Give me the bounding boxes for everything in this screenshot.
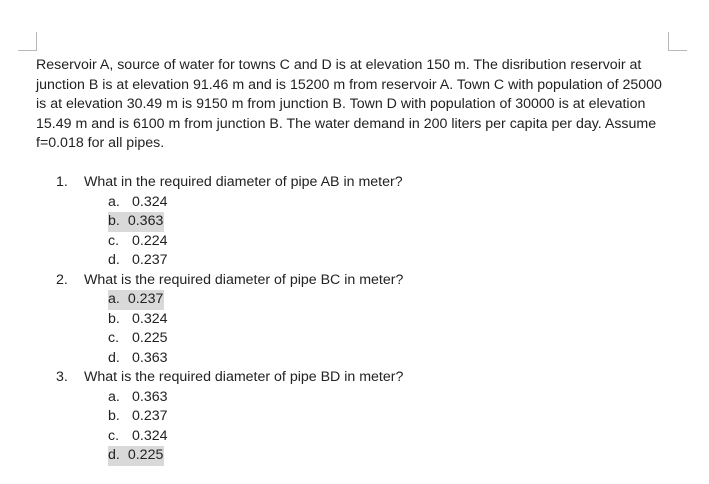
option-value: 0.363 <box>132 388 168 405</box>
option-b-selected[interactable] <box>108 212 403 232</box>
question-line <box>56 271 403 291</box>
question-number: 2. <box>56 271 68 288</box>
option-letter: b. <box>108 408 120 424</box>
option-a[interactable] <box>108 193 403 213</box>
option-letter: c. <box>108 330 120 346</box>
option-letter: d. <box>108 446 128 466</box>
option-value: 0.237 <box>128 290 165 310</box>
question-number: 1. <box>56 174 68 190</box>
margin-corner-mark-left <box>18 32 37 51</box>
option-letter: d. <box>108 252 120 268</box>
option-value: 0.363 <box>128 212 165 232</box>
option-value: 0.225 <box>128 446 165 466</box>
option-letter: d. <box>108 349 120 366</box>
question-text[interactable]: What is the required diameter of pipe BD in meter? <box>84 369 404 385</box>
question-number: 3. <box>56 369 68 385</box>
option-letter: b. <box>108 310 120 327</box>
option-b[interactable] <box>108 407 403 427</box>
question-text[interactable]: What in the required diameter of pipe AB in meter? <box>84 174 403 190</box>
question-line <box>56 368 403 388</box>
option-a-selected[interactable] <box>108 290 403 310</box>
option-d[interactable] <box>108 251 403 271</box>
option-c[interactable] <box>108 232 403 252</box>
option-value: 0.324 <box>132 427 168 444</box>
question-line <box>56 173 403 193</box>
option-value: 0.324 <box>132 310 168 327</box>
question-list <box>56 173 403 466</box>
option-a[interactable] <box>108 388 403 408</box>
margin-corner-mark-right <box>668 32 687 51</box>
option-value: 0.237 <box>132 252 168 268</box>
option-list <box>56 193 403 271</box>
option-letter: b. <box>108 212 128 232</box>
question-1 <box>56 173 403 271</box>
option-value: 0.225 <box>132 330 168 346</box>
option-letter: a. <box>108 290 128 310</box>
option-value: 0.324 <box>132 193 168 210</box>
question-3 <box>56 368 403 466</box>
option-value: 0.237 <box>132 408 168 424</box>
option-letter: a. <box>108 388 120 405</box>
option-d-selected[interactable] <box>108 446 403 466</box>
option-c[interactable] <box>108 329 403 349</box>
option-c[interactable] <box>108 427 403 447</box>
option-letter: c. <box>108 427 120 444</box>
option-d[interactable] <box>108 349 403 369</box>
option-value: 0.224 <box>132 232 168 249</box>
option-value: 0.363 <box>132 349 168 366</box>
problem-statement: Reservoir A, source of water for towns C and D is at elevation 150 m. The disribution reservoir at junction B is at elevation 91.46 m and is 15200 m from reservoir A. Town C with population of 25000 is at elevation 30.49 m is 9150 m from junction B. Town D with population of 30000 is at elevation 15.49 m and is 6100 m from junction B. The water demand in 200 liters per capita per day. Assume f=0.018 for all pipes. <box>36 57 662 151</box>
option-letter: a. <box>108 193 120 210</box>
option-letter: c. <box>108 232 120 249</box>
question-text[interactable]: What is the required diameter of pipe BC in meter? <box>84 271 404 288</box>
question-2 <box>56 271 403 369</box>
option-list <box>56 290 403 368</box>
option-list <box>56 388 403 466</box>
option-b[interactable] <box>108 310 403 330</box>
